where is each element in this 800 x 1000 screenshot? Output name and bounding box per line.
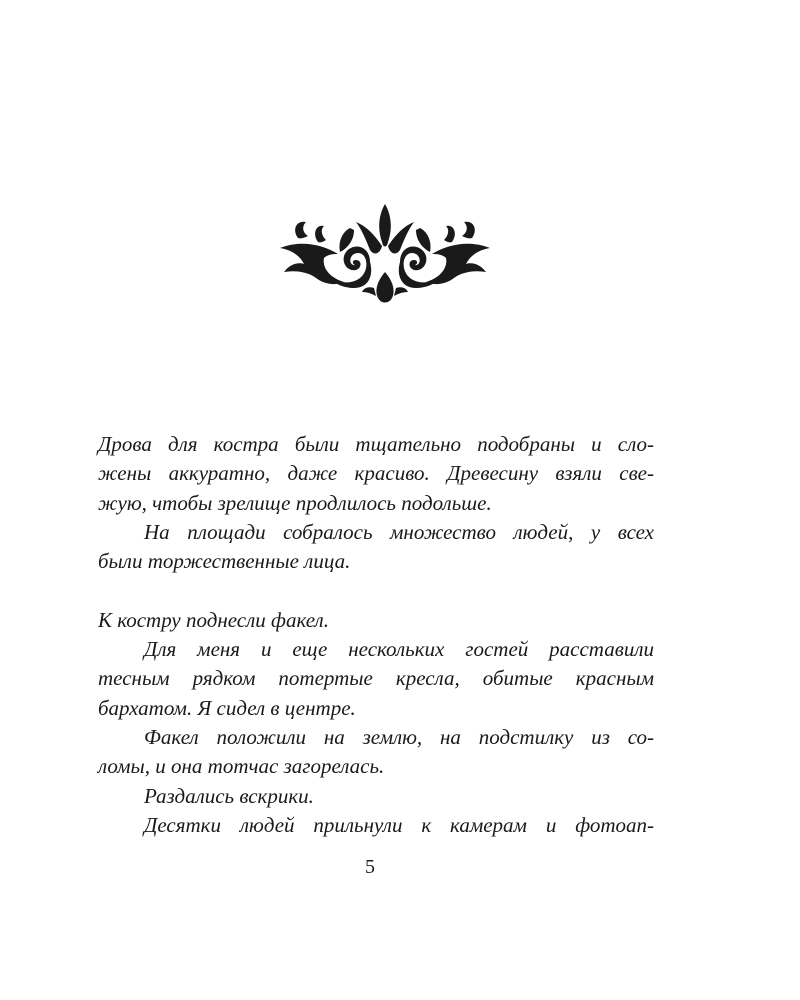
text-line: К костру поднесли факел. [98, 607, 329, 632]
text-line: Факел положили на землю, на подстилку из со- [144, 724, 654, 749]
text-line: Для меня и еще нескольких гостей расставили [144, 637, 654, 662]
text-line: На площади собралось множество людей, у всех [144, 519, 654, 544]
text-line: бархатом. Я сидел в центре. [98, 695, 356, 720]
paragraph-gap [98, 576, 654, 605]
page-number: 5 [365, 856, 375, 878]
body-text [98, 430, 654, 840]
floral-ornament-icon [278, 202, 492, 310]
text-line: ломы, и она тотчас загорелась. [98, 754, 385, 779]
text-line: тесным рядком потертые кресла, обитые красным [98, 666, 654, 691]
text-line: Раздались вскрики. [144, 783, 314, 808]
text-line: жены аккуратно, даже красиво. Древесину взяли све- [98, 461, 654, 486]
text-line: Дрова для костра были тщательно подобраны и сло- [98, 432, 654, 456]
text-line: Десятки людей прильнули к камерам и фотоап- [144, 812, 654, 837]
text-line: жую, чтобы зрелище продлилось подольше. [98, 490, 492, 515]
text-line: были торжественные лица. [98, 549, 351, 574]
